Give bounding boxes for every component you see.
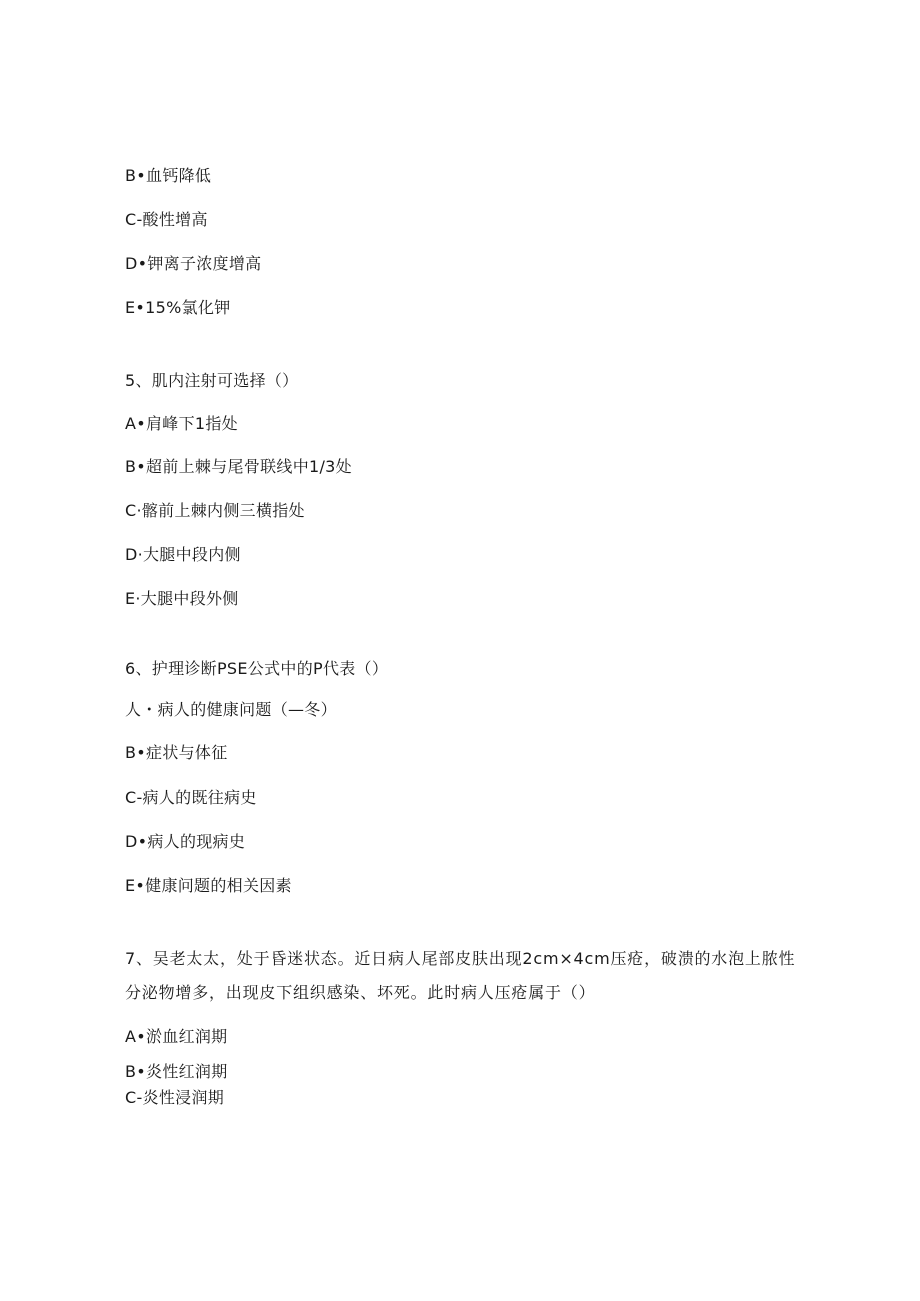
- q7-option-c: C-炎性浸润期: [125, 1088, 225, 1107]
- q5-option-c: C·髂前上棘内侧三横指处: [125, 501, 305, 520]
- q5-option-e: E·大腿中段外侧: [125, 589, 239, 608]
- q5-option-a: A•肩峰下1指处: [125, 414, 238, 433]
- q4-option-d: D•钾离子浓度增高: [125, 254, 262, 273]
- q6-option-a: 人・病人的健康问题（—冬）: [125, 700, 337, 719]
- q6-option-e: E•健康问题的相关因素: [125, 876, 292, 895]
- q6-option-d: D•病人的现病史: [125, 832, 246, 851]
- q5-stem: 5、肌内注射可选择（）: [125, 371, 299, 390]
- q4-option-e: E•15%氯化钾: [125, 298, 231, 317]
- q7-stem: 7、吴老太太，处于昏迷状态。近日病人尾部皮肤出现2cm×4cm压疮，破溃的水泡上脓性分泌物增多，出现皮下组织感染、坏死。此时病人压疮属于（）: [125, 949, 796, 1002]
- q5-option-d: D·大腿中段内侧: [125, 545, 241, 564]
- q6-option-b: B•症状与体征: [125, 743, 228, 762]
- q4-option-c: C-酸性增高: [125, 210, 208, 229]
- q6-stem: 6、护理诊断PSE公式中的P代表（）: [125, 659, 389, 678]
- q6-option-c: C-病人的既往病史: [125, 788, 257, 807]
- q7-option-b: B•炎性红润期: [125, 1062, 228, 1081]
- q5-option-b: B•超前上棘与尾骨联线中1/3处: [125, 457, 352, 476]
- q4-option-b: B•血钙降低: [125, 166, 212, 185]
- q7-option-a: A•淤血红润期: [125, 1027, 228, 1046]
